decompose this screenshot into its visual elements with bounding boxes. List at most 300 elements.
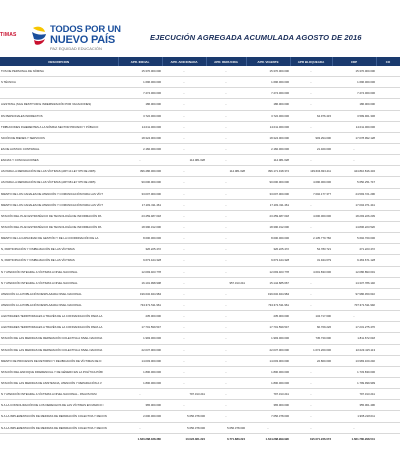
row-value: 4.001.833.000 (290, 266, 332, 277)
row-value (376, 77, 400, 88)
row-value: - (206, 344, 246, 355)
row-value: 235.000.000 (246, 311, 290, 322)
row-value: 1.799.999.999 (332, 377, 376, 388)
row-value: - (332, 143, 376, 154)
row-value: 22.037.000.000 (246, 344, 290, 355)
table-row (0, 299, 400, 310)
total-value: 1.644.288.999.990 (246, 433, 290, 445)
row-value: 5.056.378.000 (206, 422, 246, 433)
row-value (376, 277, 400, 288)
row-description: NTACIÓN DEL PLAN ESTRATÉGICO DE TECNOLOGÍA DE INFORMACIÓN PA (0, 210, 118, 221)
row-value (376, 366, 400, 377)
row-value: 186.000.000 (118, 99, 162, 110)
row-value: - (162, 244, 206, 255)
table-row (0, 244, 400, 255)
row-value: - (162, 277, 206, 288)
row-value (376, 121, 400, 132)
row-value: 114.081.628 (246, 155, 290, 166)
row-value: - (162, 99, 206, 110)
row-value: 3.722.000.000 (118, 110, 162, 121)
row-description: ENCIAS Y CONCILIACIONES (0, 155, 118, 166)
row-value: - (206, 155, 246, 166)
row-value: - (206, 244, 246, 255)
row-value: - (290, 389, 332, 400)
table-row (0, 355, 400, 366)
row-value: - (162, 188, 206, 199)
row-value: - (162, 66, 206, 77)
row-value: - (206, 288, 246, 299)
row-value: 1.696.000.000 (118, 77, 162, 88)
row-value: 14.011.000.000 (332, 121, 376, 132)
row-value (376, 132, 400, 143)
row-value (376, 311, 400, 322)
row-value: 54.783.721 (290, 244, 332, 255)
row-value: - (162, 377, 206, 388)
row-description: N Y ATENCIÓN INTEGRAL A VÍCTIMAS A NIVEL NACIONAL - PAGOS PASI (0, 389, 118, 400)
row-value: 17.701.599.547 (118, 322, 162, 333)
row-value: 33.007.000.000 (118, 188, 162, 199)
row-value: - (290, 221, 332, 232)
row-value: - (206, 333, 246, 344)
row-value: 18.293.226.239 (332, 210, 376, 221)
row-value: 1.074.200.000 (290, 344, 332, 355)
row-value: - (206, 266, 246, 277)
government-logo-text (50, 25, 121, 51)
row-value: 707.371.511.992 (332, 299, 376, 310)
row-value: 97.986.450.610 (332, 288, 376, 299)
row-value: - (162, 266, 206, 277)
row-description: N, PARTICIPACIÓN Y VISIBILIZACIÓN DE LAS VÍCTIMAS (0, 244, 118, 255)
row-value (376, 66, 400, 77)
row-value: 14.011.000.000 (118, 121, 162, 132)
colombia-flag-logo-icon (30, 26, 48, 46)
table-row (0, 400, 400, 411)
table-row (0, 411, 400, 422)
row-value: 2.135.770.760 (290, 233, 332, 244)
row-description: ATENCIÓN A LA POBLACIÓN DESPLAZADA NIVEL NACIONAL (0, 288, 118, 299)
row-value: 15.144.685.667 (246, 277, 290, 288)
row-value (376, 389, 400, 400)
row-value: 18.324.000.000 (246, 132, 290, 143)
row-description: N Y ATENCIÓN INTEGRAL A VÍCTIMAS A NIVEL NACIONAL (0, 277, 118, 288)
row-description: S TÉCNICA (0, 77, 118, 88)
row-description: DS PERSONALES INDIRECTOS (0, 110, 118, 121)
total-value (0, 433, 118, 445)
row-value: 5.056.378.000 (162, 422, 206, 433)
row-value: 14.337.786.140 (332, 277, 376, 288)
row-value: 18.390.312.000 (246, 221, 290, 232)
table-row (0, 210, 400, 221)
row-description: ES DE AUSTAIC CONTRAVAL (0, 143, 118, 154)
row-value: - (162, 255, 206, 266)
row-value: 1.733.830.000 (332, 366, 376, 377)
row-description: NTACIÓN DEL ENFOQUE DIFERENCIAL Y DE GÉNERO EN LA POLÍTICA PÚBI (0, 366, 118, 377)
total-value: 6.771.883.224 (206, 433, 246, 445)
row-value: - (162, 366, 206, 377)
row-value: 18.324.000.000 (118, 132, 162, 143)
row-value: - (332, 155, 376, 166)
row-value (376, 233, 400, 244)
table-header-row (0, 57, 400, 66)
row-value: 22.023.415.113 (332, 344, 376, 355)
total-value (376, 433, 400, 445)
row-description: AS PARA LA REPARACIÓN DE LAS VÍCTIMAS (ART.98 LEY 975 DE 2005) (0, 177, 118, 188)
row-value: 9.673.424.328 (118, 255, 162, 266)
row-description: N A LA IMPLEMENTACIÓN DE MEDIDAS DE REPARACIÓN COLECTIVA Y RECON (0, 422, 118, 433)
row-value: - (290, 422, 332, 433)
row-value: 4.000.000.000 (290, 210, 332, 221)
row-value: 14.806.223.520 (332, 221, 376, 232)
row-value (376, 288, 400, 299)
row-value (376, 400, 400, 411)
table-row (0, 121, 400, 132)
row-value (376, 333, 400, 344)
row-value: 734.371.511.961 (246, 299, 290, 310)
row-value: 17.231.275.476 (332, 322, 376, 333)
row-value (376, 143, 400, 154)
row-value: 22.037.000.000 (118, 344, 162, 355)
row-value: - (118, 422, 162, 433)
row-value: 12.093.403.778 (118, 266, 162, 277)
row-value: - (162, 110, 206, 121)
table-body (0, 66, 400, 445)
row-value: - (162, 143, 206, 154)
row-description: ATENCIÓN A LA POBLACIÓN DESPLAZADA NIVEL NACIONAL (0, 299, 118, 310)
row-value: 15.370.000.000 (118, 66, 162, 77)
row-value: - (246, 422, 290, 433)
row-value: - (162, 233, 206, 244)
column-header: CDP (332, 57, 376, 66)
row-value: 797.313.241 (246, 389, 290, 400)
row-value: - (162, 88, 206, 99)
row-value: 17.004.371.441 (332, 199, 376, 210)
row-value: 15.370.000.000 (332, 66, 376, 77)
row-description: TRIBUCIONES INHERENTES A LA NÓMINA SECTOR PRIVADO Y PÚBLICO (0, 121, 118, 132)
row-value (376, 355, 400, 366)
row-value: 90.000.000.000 (246, 177, 290, 188)
row-value: 17.701.599.547 (246, 322, 290, 333)
row-value: 1.800.000.000 (246, 377, 290, 388)
row-value: 326.225.472 (118, 244, 162, 255)
row-description: A ENTIDADES TERRITORIALES A TRAVÉS DE LA COFINANCIACIÓN PARA LA (0, 311, 118, 322)
row-value: - (162, 333, 206, 344)
row-value: 22.800.000 (290, 355, 332, 366)
row-value: - (290, 155, 332, 166)
row-value: - (206, 132, 246, 143)
row-value: - (290, 121, 332, 132)
row-value: - (206, 199, 246, 210)
column-header: DESCRIPCION (0, 57, 118, 66)
row-value: - (206, 121, 246, 132)
row-value: - (290, 366, 332, 377)
row-description: AS PARA LA REPARACIÓN DE LAS VÍCTIMAS (ART.14 LEY 975 DE 2005) (0, 166, 118, 177)
row-value (376, 422, 400, 433)
row-description: A ESTATAL (SGG RESTITUIR E INDEMNIZACIÓN POR VACACIONES) (0, 99, 118, 110)
table-row (0, 233, 400, 244)
row-value: 235.000.000 (118, 311, 162, 322)
row-value: - (162, 177, 206, 188)
table-row (0, 132, 400, 143)
row-description: NTACIÓN DE LAS MEDIDAS DE REPARACIÓN COLECTIVA A NIVEL NACIONA (0, 344, 118, 355)
row-value: 444.810.816.432 (332, 166, 376, 177)
table-row (0, 77, 400, 88)
table-row (0, 333, 400, 344)
totals-row (0, 433, 400, 445)
row-value: - (290, 277, 332, 288)
table-row (0, 177, 400, 188)
row-value: 199.032.924.984 (246, 288, 290, 299)
row-value: 90.000.000.000 (118, 177, 162, 188)
row-value: 2.182.000.000 (246, 143, 290, 154)
row-value: 31.944.679 (290, 255, 332, 266)
row-value: 3.599.901.306 (332, 110, 376, 121)
row-value: 23.459.487.018 (118, 210, 162, 221)
row-value: 797.313.241 (332, 389, 376, 400)
row-value: - (162, 77, 206, 88)
row-value: 17.078.992.128 (332, 132, 376, 143)
row-value: - (206, 188, 246, 199)
row-value: - (162, 210, 206, 221)
row-description: TOS DE PERSONAL DE NÓMINA (0, 66, 118, 77)
row-value: - (162, 311, 206, 322)
row-value: 365.000.000 (118, 400, 162, 411)
table-row (0, 277, 400, 288)
row-value (376, 344, 400, 355)
row-value: - (162, 400, 206, 411)
row-value: 7.274.000.000 (118, 88, 162, 99)
row-value (376, 411, 400, 422)
table-row (0, 322, 400, 333)
row-value (376, 322, 400, 333)
column-header: APR. INICIAL (118, 57, 162, 66)
table-row (0, 155, 400, 166)
budget-execution-table (0, 57, 400, 445)
table-row (0, 288, 400, 299)
row-value: 12.093.403.778 (246, 266, 290, 277)
total-value: 1.661.780.298.541 (332, 433, 376, 445)
row-value: 114.081.628 (162, 155, 206, 166)
row-value (376, 299, 400, 310)
row-value: - (162, 299, 206, 310)
row-value: - (290, 288, 332, 299)
row-value: 60.709.226 (290, 322, 332, 333)
table-row (0, 377, 400, 388)
table-row (0, 366, 400, 377)
row-value: 134.717.600 (290, 311, 332, 322)
row-value: 64.976.415 (290, 110, 332, 121)
report-title: EJECUCIÓN AGREGADA ACUMULADA AGOSTO DE 2016 (150, 33, 362, 42)
table-row (0, 66, 400, 77)
row-value: 9.463.671.128 (332, 255, 376, 266)
row-value: - (206, 77, 246, 88)
row-value: - (206, 110, 246, 121)
row-description: N A LA IMPLEMENTACIÓN DE MEDIDAS DE REPARACIÓN COLECTIVA Y RECON (0, 411, 118, 422)
row-value: 8.000.000.000 (118, 233, 162, 244)
table-row (0, 389, 400, 400)
total-value: 10.023.381.224 (162, 433, 206, 445)
row-value: - (118, 155, 162, 166)
row-value: - (206, 210, 246, 221)
row-value: 355.061.496 (332, 400, 376, 411)
row-description: MIENTO DE PROCESOS DE RETORNO Y REUBICACIÓN DE VÍCTIMAS DE D (0, 355, 118, 366)
row-value: 957.313.241 (206, 277, 246, 288)
row-value: 365.000.000 (246, 400, 290, 411)
row-value: 396.286.000.000 (118, 166, 162, 177)
row-value: 903.294.000 (290, 132, 332, 143)
table-row (0, 110, 400, 121)
row-value: 17.181.311.461 (246, 199, 290, 210)
row-value: - (206, 255, 246, 266)
row-value: 1.696.000.000 (332, 77, 376, 88)
row-value: 8.000.000.000 (246, 233, 290, 244)
report-header (0, 0, 400, 60)
row-value (376, 177, 400, 188)
row-value: 7.274.000.000 (332, 88, 376, 99)
row-value (376, 110, 400, 121)
row-value: - (206, 389, 246, 400)
row-value: - (162, 132, 206, 143)
row-value: - (206, 143, 246, 154)
column-header: APR BLOQUEADA (290, 57, 332, 66)
row-value: - (206, 233, 246, 244)
row-value: 14.011.000.000 (246, 121, 290, 132)
table-row (0, 422, 400, 433)
row-value: 1.993.000.000 (246, 333, 290, 344)
column-header: APR. ADICIONADA (162, 57, 206, 66)
table-row (0, 344, 400, 355)
table-row (0, 188, 400, 199)
row-value: 9.673.424.328 (246, 255, 290, 266)
row-value: 1.993.000.000 (118, 333, 162, 344)
logo-line-3: PAZ EQUIDAD EDUCACIÓN (50, 45, 102, 51)
row-value: 5.650.251.747 (332, 177, 376, 188)
row-value: 5.602.700.000 (332, 233, 376, 244)
row-value: - (162, 355, 206, 366)
row-value (376, 188, 400, 199)
row-value: 5.056.378.000 (162, 411, 206, 422)
total-value: 195.071.226.073 (290, 433, 332, 445)
row-value: - (206, 366, 246, 377)
row-value: - (206, 88, 246, 99)
row-value: - (162, 199, 206, 210)
row-value: 17.181.311.461 (118, 199, 162, 210)
row-value: - (206, 377, 246, 388)
row-value (376, 99, 400, 110)
row-description: NTACIÓN DE LAS MEDIDAS DE ASISTENCIA, ATENCIÓN Y REPARACIÓN A V (0, 377, 118, 388)
row-value: - (162, 221, 206, 232)
row-value (376, 166, 400, 177)
row-value: 24.593.721.296 (332, 188, 376, 199)
table-row (0, 199, 400, 210)
table-row (0, 266, 400, 277)
row-value: 1.800.000.000 (118, 377, 162, 388)
row-description: NTACIÓN DEL PLAN ESTRATÉGICO DE TECNOLOGÍA DE INFORMACIÓN PA (0, 221, 118, 232)
row-value: 33.007.000.000 (246, 188, 290, 199)
row-value: 14.003.000.000 (246, 355, 290, 366)
row-value (376, 377, 400, 388)
row-value: - (206, 221, 246, 232)
row-description: MIENTO DE LA CAPACIDAD DE GESTIÓN Y DE LA COORDINACIÓN DE LA (0, 233, 118, 244)
row-description: N A LA CONSOLIDACIÓN DE LOS DERECHOS DE LAS VÍCTIMAS EN MARCO I (0, 400, 118, 411)
row-description: NTACIÓN DE LAS MEDIDAS DE REPARACIÓN COLECTIVA A NIVEL NACIONA (0, 333, 118, 344)
row-value: 271.223.472 (332, 244, 376, 255)
row-value (376, 155, 400, 166)
row-value: - (206, 411, 246, 422)
table-row (0, 88, 400, 99)
table-row (0, 99, 400, 110)
row-description: A ENTIDADES TERRITORIALES A TRAVÉS DE LA COFINANCIACIÓN PARA LA (0, 322, 118, 333)
row-value: 2.182.000.000 (118, 143, 162, 154)
table-row (0, 221, 400, 232)
row-value (376, 88, 400, 99)
row-value: - (162, 344, 206, 355)
row-value: - (290, 411, 332, 422)
row-value: 1.696.000.000 (246, 77, 290, 88)
row-value: - (206, 355, 246, 366)
brand-fragment: TIMAS (0, 32, 17, 38)
row-value: 1.965.218.011 (332, 411, 376, 422)
row-value: 734.371.511.961 (118, 299, 162, 310)
row-value: 797.313.241 (162, 389, 206, 400)
row-value: - (162, 288, 206, 299)
row-value: - (290, 199, 332, 210)
table-row (0, 166, 400, 177)
row-value: - (162, 322, 206, 333)
row-value: - (206, 66, 246, 77)
row-value (376, 210, 400, 221)
row-value: 186.000.000 (332, 99, 376, 110)
row-value (376, 244, 400, 255)
row-value: - (162, 121, 206, 132)
table-row (0, 255, 400, 266)
row-value: 1.811.672.018 (332, 333, 376, 344)
row-value: - (290, 377, 332, 388)
table-row (0, 311, 400, 322)
row-value (376, 266, 400, 277)
row-value: - (290, 88, 332, 99)
row-description: N, PARTICIPACIÓN Y VISIBILIZACIÓN DE LAS VÍCTIMAS (0, 255, 118, 266)
row-value: - (290, 99, 332, 110)
row-value: - (162, 166, 206, 177)
row-value: 1.800.000.000 (246, 366, 290, 377)
row-value: 14.003.000.000 (118, 355, 162, 366)
row-value: 15.370.000.000 (246, 66, 290, 77)
row-value: - (332, 311, 376, 322)
row-value: - (118, 389, 162, 400)
row-value: - (206, 177, 246, 188)
row-value: - (290, 299, 332, 310)
row-value: 7.274.000.000 (246, 88, 290, 99)
row-value: 18.390.312.000 (118, 221, 162, 232)
row-value: 114.081.628 (206, 166, 246, 177)
logo-line-1: TODOS POR UN (50, 24, 121, 35)
row-value: 21.400.000 (290, 143, 332, 154)
total-value: 1.630.288.188.380 (118, 433, 162, 445)
row-description: MIENTO DE LOS CANALES DE ATENCIÓN Y COMUNICACIÓN PARA LAS VÍCT (0, 199, 118, 210)
row-value: 16.101.998.908 (118, 277, 162, 288)
row-value: 13.983.160.240 (332, 355, 376, 366)
column-header: APR. REDUCIDA (206, 57, 246, 66)
row-value: 2.000.000.000 (118, 411, 162, 422)
row-value: - (290, 77, 332, 88)
row-value: - (206, 299, 246, 310)
row-value: 7.056.378.000 (246, 411, 290, 422)
row-value: 3.722.000.000 (246, 110, 290, 121)
row-value: 12.086.893.001 (332, 266, 376, 277)
row-value (376, 255, 400, 266)
row-value: 139.604.823.411 (290, 166, 332, 177)
row-value (376, 221, 400, 232)
